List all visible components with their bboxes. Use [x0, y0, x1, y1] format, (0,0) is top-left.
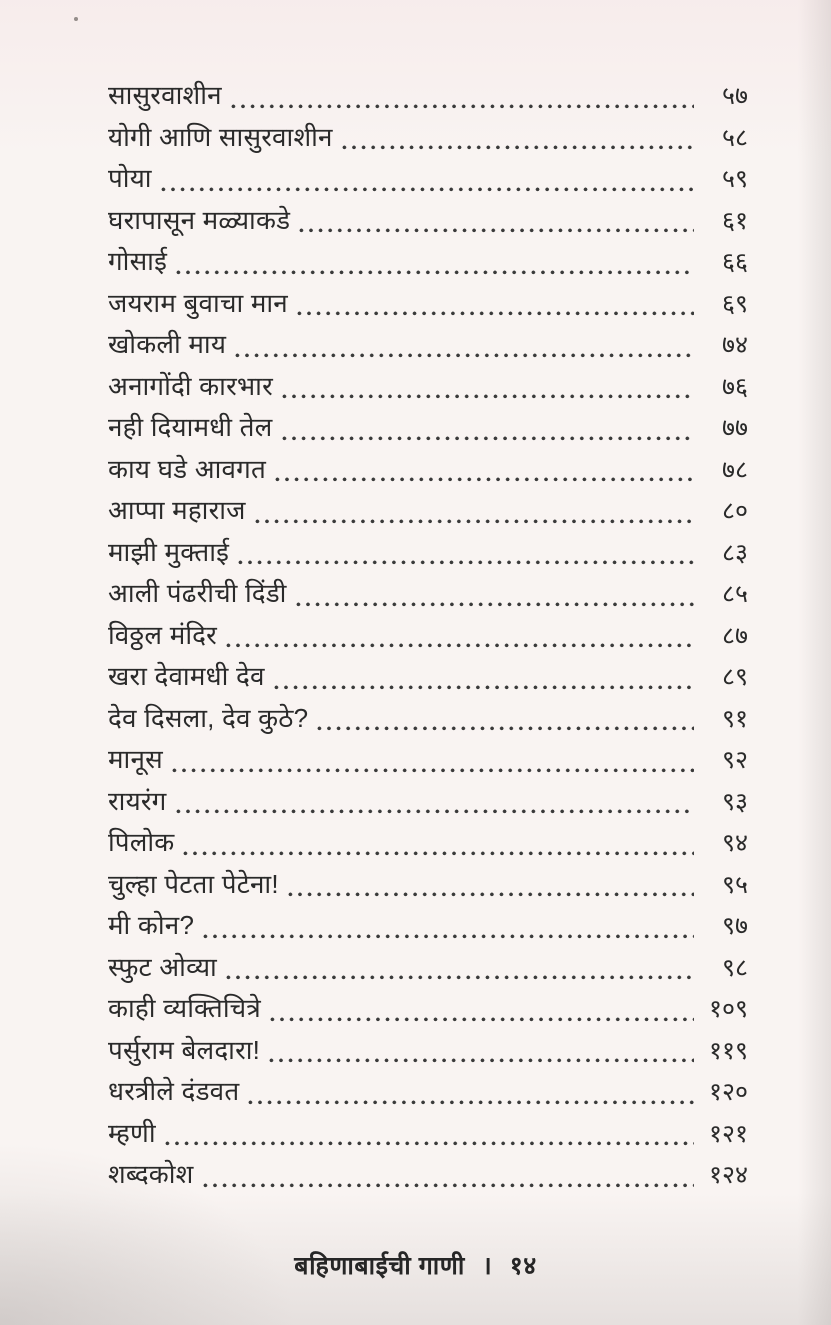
toc-entry-page: ९१ — [721, 704, 748, 733]
dotted-leader — [269, 1058, 694, 1063]
dotted-leader — [226, 975, 694, 980]
toc-entry-title: विठ्ठल मंदिर — [108, 619, 218, 650]
toc-entry-page: १२१ — [708, 1119, 748, 1148]
toc-entry-title: नही दियामधी तेल — [108, 412, 273, 442]
toc-entry-page: ६१ — [721, 206, 748, 235]
footer-separator: । — [482, 1252, 493, 1280]
toc-entry — [108, 574, 748, 616]
toc-entry — [108, 284, 748, 326]
toc-entry — [108, 1114, 748, 1156]
toc-entry — [108, 699, 748, 741]
dotted-leader — [274, 685, 694, 690]
dotted-leader — [231, 104, 694, 109]
toc-entry — [108, 1155, 748, 1197]
toc-entry-title: मानूस — [108, 744, 163, 774]
toc-entry-page: ९३ — [721, 787, 748, 816]
toc-entry-title: देव दिसला, देव कुठे? — [108, 702, 309, 733]
dotted-leader — [299, 228, 694, 233]
toc-entry — [108, 823, 748, 865]
toc-entry-page: ९८ — [721, 953, 748, 982]
dotted-leader — [176, 270, 694, 275]
toc-entry-title: काही व्यक्तिचित्रे — [108, 993, 261, 1023]
toc-entry-title: रायरंग — [108, 785, 167, 816]
dotted-leader — [235, 353, 694, 358]
toc-list — [108, 76, 748, 1197]
dotted-leader — [297, 311, 694, 316]
toc-entry-title: पिलोक — [108, 827, 175, 857]
dotted-leader — [161, 187, 694, 192]
toc-entry-page: ७८ — [721, 455, 748, 484]
toc-entry — [108, 740, 748, 782]
toc-entry-page: १२४ — [708, 1161, 748, 1189]
dotted-leader — [270, 1017, 694, 1022]
toc-entry — [108, 948, 748, 990]
toc-entry-page: ६६ — [721, 248, 748, 276]
dotted-leader — [238, 560, 694, 565]
toc-entry-page: १२० — [708, 1078, 748, 1106]
toc-entry-page: ७६ — [721, 372, 748, 401]
toc-entry-page: ८९ — [721, 663, 748, 691]
toc-entry-title: सासुरवाशीन — [108, 80, 222, 110]
toc-entry-page: ६९ — [721, 289, 748, 318]
toc-entry — [108, 118, 748, 160]
toc-entry-page: ९७ — [721, 912, 748, 940]
dotted-leader — [226, 643, 694, 648]
toc-entry-title: पर्सुराम बेलदारा! — [108, 1034, 261, 1065]
dotted-leader — [172, 768, 694, 773]
book-title: बहिणाबाईची गाणी — [294, 1252, 465, 1280]
toc-entry-page: ८५ — [721, 580, 748, 608]
toc-entry-title: योगी आणि सासुरवाशीन — [108, 121, 333, 152]
toc-entry — [108, 325, 748, 367]
toc-entry-title: माझी मुक्ताई — [108, 536, 230, 567]
toc-entry-page: १०९ — [708, 995, 748, 1023]
dotted-leader — [296, 602, 694, 607]
toc-entry — [108, 242, 748, 284]
toc-entry — [108, 657, 748, 699]
toc-entry-title: शब्दकोश — [108, 1159, 194, 1189]
dotted-leader — [282, 436, 695, 441]
toc-entry-page: ७७ — [721, 414, 748, 442]
dotted-leader — [342, 145, 694, 150]
toc-entry-title: खरा देवामधी देव — [108, 661, 265, 691]
toc-entry-page: ७४ — [721, 331, 748, 359]
toc-entry-page: ९५ — [721, 870, 748, 899]
toc-entry — [108, 616, 748, 658]
toc-entry-page: ५९ — [721, 165, 748, 193]
toc-entry-title: आली पंढरीची दिंडी — [108, 578, 287, 608]
toc-entry-title: आप्पा महाराज — [108, 495, 246, 525]
dotted-leader — [275, 477, 694, 482]
toc-entry — [108, 201, 748, 243]
toc-entry-title: म्हणी — [108, 1117, 156, 1148]
dotted-leader — [255, 519, 694, 524]
toc-entry-title: अनागोंदी कारभार — [108, 370, 273, 401]
toc-entry — [108, 1072, 748, 1114]
dotted-leader — [183, 851, 694, 856]
dotted-leader — [288, 892, 694, 897]
toc-entry-title: स्फुट ओव्या — [108, 951, 217, 982]
dotted-leader — [317, 726, 694, 731]
dotted-leader — [203, 1183, 694, 1188]
toc-entry-title: जयराम बुवाचा मान — [108, 287, 288, 318]
toc-entry-page: ९४ — [721, 829, 748, 857]
toc-entry-page: ८७ — [721, 621, 748, 650]
dotted-leader — [248, 1100, 694, 1105]
toc-entry — [108, 782, 748, 824]
toc-entry — [108, 865, 748, 907]
toc-entry-title: धरत्रीले दंडवत — [108, 1076, 240, 1106]
toc-entry — [108, 1031, 748, 1073]
toc-entry — [108, 450, 748, 492]
page-footer — [0, 1248, 831, 1282]
toc-entry-title: मी कोन? — [108, 910, 195, 940]
toc-entry — [108, 76, 748, 118]
toc-entry-page: ११९ — [708, 1036, 748, 1065]
dotted-leader — [203, 934, 694, 939]
toc-entry — [108, 989, 748, 1031]
toc-entry — [108, 906, 748, 948]
toc-entry-page: ५७ — [721, 82, 748, 110]
toc-entry-title: घरापासून मळ्याकडे — [108, 204, 291, 235]
dotted-leader — [165, 1141, 694, 1146]
toc-entry-title: काय घडे आवगत — [108, 453, 266, 484]
toc-entry — [108, 159, 748, 201]
toc-entry — [108, 367, 748, 409]
toc-entry-page: ८३ — [721, 538, 748, 567]
toc-entry-title: गोसाई — [108, 246, 168, 276]
toc-entry-title: खोकली माय — [108, 329, 227, 359]
toc-entry — [108, 491, 748, 533]
dotted-leader — [282, 394, 694, 399]
toc-entry — [108, 533, 748, 575]
toc-entry-title: चुल्हा पेटता पेटेना! — [108, 868, 279, 899]
scan-speck — [74, 17, 78, 21]
toc-entry-title: पोया — [108, 163, 152, 193]
toc-entry-page: ५८ — [721, 123, 748, 152]
dotted-leader — [176, 809, 694, 814]
folio-page-number: १४ — [509, 1252, 537, 1280]
toc-entry-page: ८० — [721, 497, 748, 525]
toc-entry-page: ९२ — [721, 746, 748, 774]
toc-entry — [108, 408, 748, 450]
